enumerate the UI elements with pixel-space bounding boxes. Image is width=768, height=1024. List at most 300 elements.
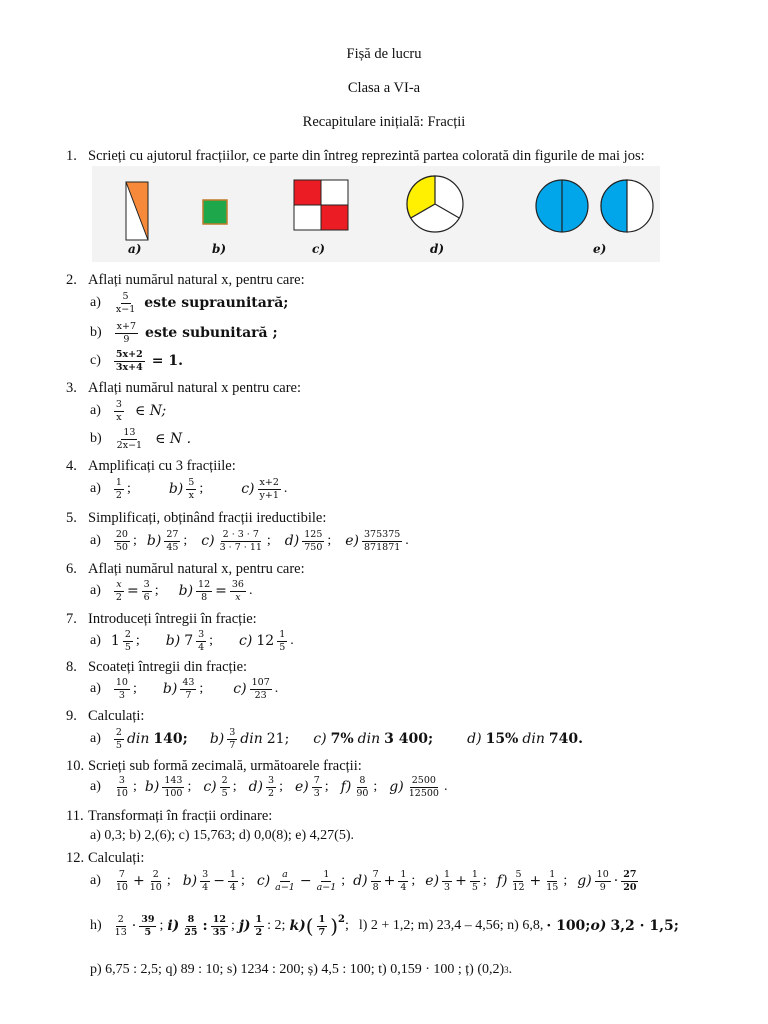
question-text: Calculați: <box>88 850 145 866</box>
fraction <box>142 580 152 603</box>
fraction <box>315 870 339 893</box>
separator: ; <box>159 918 164 933</box>
figure-label-e: e) <box>593 242 607 256</box>
fraction <box>595 870 611 893</box>
denominator: 5 <box>144 926 152 938</box>
separator: ; <box>154 583 159 599</box>
item-label: h) <box>90 918 102 933</box>
denominator: 4 <box>198 641 205 653</box>
separator: . <box>405 533 409 549</box>
fraction <box>258 478 281 501</box>
item-2b <box>90 322 278 345</box>
item-text: 3,2 · 1,5; <box>610 918 679 934</box>
figure-label-a: a) <box>128 242 142 256</box>
item-5 <box>90 530 409 553</box>
operator: + <box>529 873 542 890</box>
numerator: 5 <box>122 291 129 302</box>
question-text: Simplificați, obținând fracții ireductibile: <box>88 510 327 526</box>
numerator: 3 <box>198 629 205 640</box>
numerator: 12 <box>212 913 226 925</box>
operator: − <box>299 873 312 890</box>
operator: · <box>131 918 137 934</box>
item-12-row-1 <box>90 870 641 893</box>
question-8 <box>66 659 247 676</box>
denominator: 8 <box>201 591 208 603</box>
denominator: x <box>188 489 194 501</box>
numerator: 1 <box>279 629 286 640</box>
separator: . <box>283 481 288 497</box>
numerator: 2 <box>115 727 122 738</box>
denominator: 4 <box>229 881 236 893</box>
numerator: 5x+2 <box>115 349 143 360</box>
denominator: 3 <box>313 787 320 799</box>
separator: ; <box>240 873 245 889</box>
operand: : 2; <box>267 918 286 933</box>
item-label: k) <box>289 918 306 934</box>
denominator: 20 <box>623 881 637 893</box>
item-label: d) <box>248 779 264 796</box>
item-label: b) <box>165 633 181 650</box>
operator: : <box>202 918 208 934</box>
item-label: e) <box>294 779 309 796</box>
question-number: 1. <box>66 148 77 164</box>
separator: ; <box>344 918 349 933</box>
paren-close: ) <box>330 914 339 938</box>
question-number: 12. <box>66 850 85 866</box>
separator: ; <box>327 533 332 549</box>
item-12-row-3 <box>90 962 512 978</box>
figure-label-c: c) <box>312 242 325 256</box>
fraction <box>354 776 370 799</box>
numerator: x <box>116 579 122 590</box>
question-number: 7. <box>66 611 77 627</box>
question-text: Scoateți întregii din fracție: <box>88 659 248 675</box>
denominator: 2 <box>268 787 275 799</box>
fraction <box>228 870 238 893</box>
fraction <box>254 915 265 938</box>
fraction <box>196 580 212 603</box>
fraction <box>544 870 560 893</box>
numerator: 2 <box>152 869 159 880</box>
item-label: b) <box>168 481 184 498</box>
separator: ; <box>199 681 204 697</box>
separator: ; <box>183 533 188 549</box>
denominator: 3 · 7 · 11 <box>219 541 262 553</box>
denominator: x <box>116 411 122 423</box>
separator: ; <box>341 873 346 889</box>
item-label: e) <box>345 533 360 550</box>
din-word: din <box>240 731 263 748</box>
fraction <box>317 915 328 938</box>
question-1 <box>66 148 645 165</box>
denominator: 3 <box>444 881 451 893</box>
numerator: 3 <box>268 775 275 786</box>
item-label: j) <box>238 918 251 934</box>
question-text: Aflați numărul natural x, pentru care: <box>88 561 305 577</box>
denominator: 871871 <box>364 541 401 553</box>
question-3 <box>66 380 301 397</box>
separator: ; <box>132 681 137 697</box>
denominator: 50 <box>115 541 128 553</box>
fraction <box>148 870 164 893</box>
separator: ; <box>126 481 131 497</box>
item-label: a) <box>90 403 101 419</box>
whole-part: 1 <box>110 633 120 650</box>
numerator: 107 <box>251 677 270 688</box>
question-number: 4. <box>66 458 77 474</box>
denominator: 2 <box>115 591 122 603</box>
item-label: b) <box>178 583 194 600</box>
figure-label-b: b) <box>212 242 227 256</box>
operator: + <box>455 873 467 890</box>
denominator: 45 <box>166 541 179 553</box>
item-label: a) <box>90 295 101 311</box>
separator: ; <box>482 873 487 889</box>
denominator: a−1 <box>275 881 295 893</box>
denominator: a−1 <box>316 881 337 893</box>
fraction <box>114 678 130 701</box>
fraction <box>186 478 196 501</box>
numerator: 1 <box>318 913 326 925</box>
item-3b <box>90 428 191 451</box>
separator: ; <box>230 918 235 933</box>
separator: ; <box>166 873 171 889</box>
question-5 <box>66 510 326 527</box>
fraction <box>442 870 452 893</box>
fraction <box>115 322 138 345</box>
numerator: 143 <box>164 775 183 786</box>
value: 21; <box>266 731 290 748</box>
question-6 <box>66 561 305 578</box>
numerator: 3 <box>202 869 209 880</box>
equals: = <box>215 583 227 600</box>
question-number: 9. <box>66 708 77 724</box>
denominator: 13 <box>114 926 127 938</box>
numerator: 7 <box>372 869 379 880</box>
item-label: g) <box>577 873 592 890</box>
item-label: d) <box>284 533 300 550</box>
question-text: Transformați în fracții ordinare: <box>88 808 273 824</box>
whole-part: 12 <box>256 633 275 650</box>
denominator: 8 <box>372 881 379 893</box>
separator: ; <box>411 873 416 889</box>
fraction <box>398 870 408 893</box>
fraction <box>180 678 196 701</box>
figure-b <box>203 200 227 224</box>
value: 740. <box>548 731 583 748</box>
separator: . <box>274 681 279 697</box>
fraction <box>211 915 228 938</box>
item-condition: ∈ N; <box>134 403 167 420</box>
numerator: 43 <box>182 677 195 688</box>
numerator: 36 <box>231 579 244 590</box>
denominator: 5 <box>124 641 131 653</box>
item-text: · 100; <box>546 918 591 934</box>
fraction <box>164 530 180 553</box>
numerator: x+2 <box>259 477 279 488</box>
numerator: 375375 <box>364 529 401 540</box>
fraction <box>200 870 210 893</box>
separator: ; <box>187 779 192 795</box>
item-label: c) <box>90 353 101 369</box>
denominator: 5 <box>471 881 478 893</box>
separator: ; <box>324 779 329 795</box>
fraction <box>250 678 272 701</box>
numerator: 10 <box>115 677 128 688</box>
fraction <box>196 630 206 653</box>
item-10 <box>90 776 447 799</box>
item-9 <box>90 728 583 751</box>
equals: = <box>126 583 139 600</box>
denominator: 7 <box>229 739 236 751</box>
denominator: 5 <box>279 641 286 653</box>
numerator: x+7 <box>116 321 137 332</box>
fraction <box>621 870 638 893</box>
question-number: 3. <box>66 380 77 396</box>
item-label: b) <box>144 779 160 796</box>
question-12 <box>66 850 144 867</box>
numerator: 1 <box>115 477 122 488</box>
fraction <box>114 530 130 553</box>
fraction <box>114 400 124 423</box>
denominator: 2 <box>255 926 263 938</box>
item-label: c) <box>201 533 215 550</box>
item-condition: este subunitară ; <box>145 325 278 342</box>
denominator: 35 <box>212 926 226 938</box>
denominator: 7 <box>318 926 326 938</box>
separator: ; <box>132 533 137 549</box>
item-label: o) <box>590 918 607 934</box>
separator: ; <box>266 533 271 549</box>
item-label: a) <box>90 873 101 889</box>
denominator: 25 <box>184 926 198 938</box>
fraction <box>114 776 130 799</box>
fraction <box>162 776 184 799</box>
item-8 <box>90 678 278 701</box>
question-text: Aflați numărul natural x, pentru care: <box>88 272 305 288</box>
fraction <box>470 870 480 893</box>
item-text: p) 6,75 : 2,5; q) 89 : 10; s) 1234 : 200; ș) 4,5 : 100; t) 0,159 · 100 ; ț) (0,2) <box>90 962 505 977</box>
fraction <box>362 530 402 553</box>
item-label: f) <box>496 873 508 890</box>
item-6 <box>90 580 252 603</box>
whole-part: 7 <box>184 633 194 650</box>
percent: 15% <box>485 731 519 748</box>
item-label: b) <box>209 731 225 748</box>
item-condition: este supraunitară; <box>144 295 289 312</box>
din-word: din <box>126 731 150 748</box>
denominator: 9 <box>123 333 130 345</box>
numerator: 7 <box>118 869 125 880</box>
question-number: 2. <box>66 272 77 288</box>
question-9 <box>66 708 144 725</box>
item-label: a) <box>90 633 101 649</box>
denominator: 10 <box>115 881 128 893</box>
fraction <box>115 428 144 451</box>
value: 3 400; <box>384 731 434 748</box>
item-label: e) <box>425 873 440 890</box>
fraction <box>139 915 156 938</box>
fraction <box>407 776 441 799</box>
denominator: 6 <box>143 591 150 603</box>
operator: − <box>213 873 225 890</box>
separator: ; <box>209 633 214 649</box>
item-label: a) <box>90 779 101 795</box>
fraction <box>113 915 129 938</box>
denominator: 23 <box>254 689 267 701</box>
fraction <box>114 870 130 893</box>
fraction <box>510 870 526 893</box>
numerator: 5 <box>515 869 522 880</box>
numerator: 2 <box>124 629 131 640</box>
din-word: din <box>357 731 381 748</box>
numerator: 1 <box>549 869 556 880</box>
numerator: 125 <box>304 529 323 540</box>
numerator: 2 <box>221 775 228 786</box>
question-text: Introduceți întregii în fracție: <box>88 611 257 627</box>
din-word: din <box>522 731 545 748</box>
denominator: x <box>235 591 241 603</box>
item-2c <box>90 350 183 373</box>
item-3a <box>90 400 166 423</box>
denominator: 12 <box>512 881 525 893</box>
item-label: g) <box>389 779 404 796</box>
numerator: 27 <box>166 529 179 540</box>
fraction <box>114 728 124 751</box>
denominator: x−1 <box>115 303 136 315</box>
item-label: b) <box>162 681 178 698</box>
fraction <box>220 776 230 799</box>
figures-panel <box>92 166 660 262</box>
fraction <box>273 870 297 893</box>
denominator: 9 <box>599 881 606 893</box>
exponent: 3 <box>504 965 509 975</box>
numerator: 39 <box>141 913 155 925</box>
item-label: a) <box>90 731 101 747</box>
numerator: 10 <box>596 869 609 880</box>
question-7 <box>66 611 257 628</box>
figure-e <box>536 180 653 232</box>
item-11: a) 0,3; b) 2,(6); c) 15,763; d) 0,0(8); e) 4,27(5). <box>90 828 354 843</box>
value: 140; <box>153 731 188 748</box>
item-label: d) <box>467 731 482 748</box>
numerator: 27 <box>623 869 637 880</box>
question-2 <box>66 272 305 289</box>
denominator: 4 <box>202 881 209 893</box>
numerator: 20 <box>115 529 128 540</box>
denominator: 5 <box>115 739 122 751</box>
figure-d <box>407 176 463 232</box>
numerator: 13 <box>123 427 136 438</box>
question-4 <box>66 458 236 475</box>
denominator: 5 <box>221 787 228 799</box>
question-text: Calculați: <box>88 708 145 724</box>
denominator: 2x−1 <box>116 439 143 451</box>
separator: ; <box>279 779 283 795</box>
denominator: 7 <box>185 689 192 701</box>
denominator: 4 <box>400 881 407 893</box>
fraction <box>114 580 124 603</box>
item-label: i) <box>167 918 180 934</box>
question-11 <box>66 808 272 825</box>
operator: · <box>613 873 619 890</box>
fraction <box>123 630 133 653</box>
numerator: 2500 <box>411 775 436 786</box>
item-condition: ∈ N . <box>155 431 192 448</box>
question-number: 8. <box>66 659 77 675</box>
question-text: Scrieți sub formă zecimală, următoarele fracții: <box>88 758 362 774</box>
class-label: Clasa a VI-a <box>347 80 421 96</box>
numerator: 1 <box>229 869 236 880</box>
fraction <box>218 530 264 553</box>
fraction <box>312 776 322 799</box>
denominator: 750 <box>304 541 323 553</box>
item-label: b) <box>90 431 102 447</box>
separator: ; <box>199 481 204 497</box>
item-label: c) <box>233 681 247 698</box>
numerator: 3 <box>143 579 150 590</box>
fraction <box>114 478 124 501</box>
fraction <box>114 350 145 373</box>
numerator: 2 · 3 · 7 <box>222 529 259 540</box>
fraction-figures <box>92 166 660 262</box>
subject-label: Recapitulare inițială: Fracții <box>302 114 466 130</box>
separator: ; <box>135 633 140 649</box>
item-label: c) <box>239 633 253 650</box>
separator: . <box>290 633 294 649</box>
denominator: 100 <box>164 787 183 799</box>
denominator: 3 <box>118 689 125 701</box>
question-10 <box>66 758 362 775</box>
figure-a <box>126 182 148 240</box>
item-12-row-2 <box>90 914 679 938</box>
denominator: 10 <box>115 787 128 799</box>
item-2a <box>90 292 288 315</box>
item-4 <box>90 478 287 501</box>
numerator: 1 <box>255 913 263 925</box>
item-label: a) <box>90 681 101 697</box>
numerator: 3 <box>118 775 125 786</box>
item-label: d) <box>353 873 368 890</box>
item-label: b) <box>90 325 102 341</box>
paren-open: ( <box>305 914 314 938</box>
separator: . <box>508 962 513 977</box>
separator: ; <box>232 779 237 795</box>
fraction <box>227 728 237 751</box>
numerator: 7 <box>313 775 320 786</box>
fraction <box>266 776 276 799</box>
separator: ; <box>373 779 378 795</box>
percent: 7% <box>330 731 354 748</box>
item-condition: = 1. <box>151 353 183 370</box>
operator: + <box>132 873 145 890</box>
numerator: 8 <box>359 775 366 786</box>
denominator: 2 <box>115 489 122 501</box>
figure-label-d: d) <box>430 242 445 256</box>
question-text: Amplificați cu 3 fracțiile: <box>88 458 236 474</box>
fraction <box>230 580 246 603</box>
denominator: 15 <box>546 881 559 893</box>
denominator: 3x+4 <box>115 361 143 373</box>
item-label: a) <box>90 481 101 497</box>
item-label: c) <box>203 779 217 796</box>
item-label: a) <box>90 533 101 549</box>
fraction <box>302 530 324 553</box>
separator: ; <box>563 873 568 889</box>
numerator: 12 <box>198 579 211 590</box>
item-label: c) <box>256 873 271 890</box>
question-number: 6. <box>66 561 77 577</box>
